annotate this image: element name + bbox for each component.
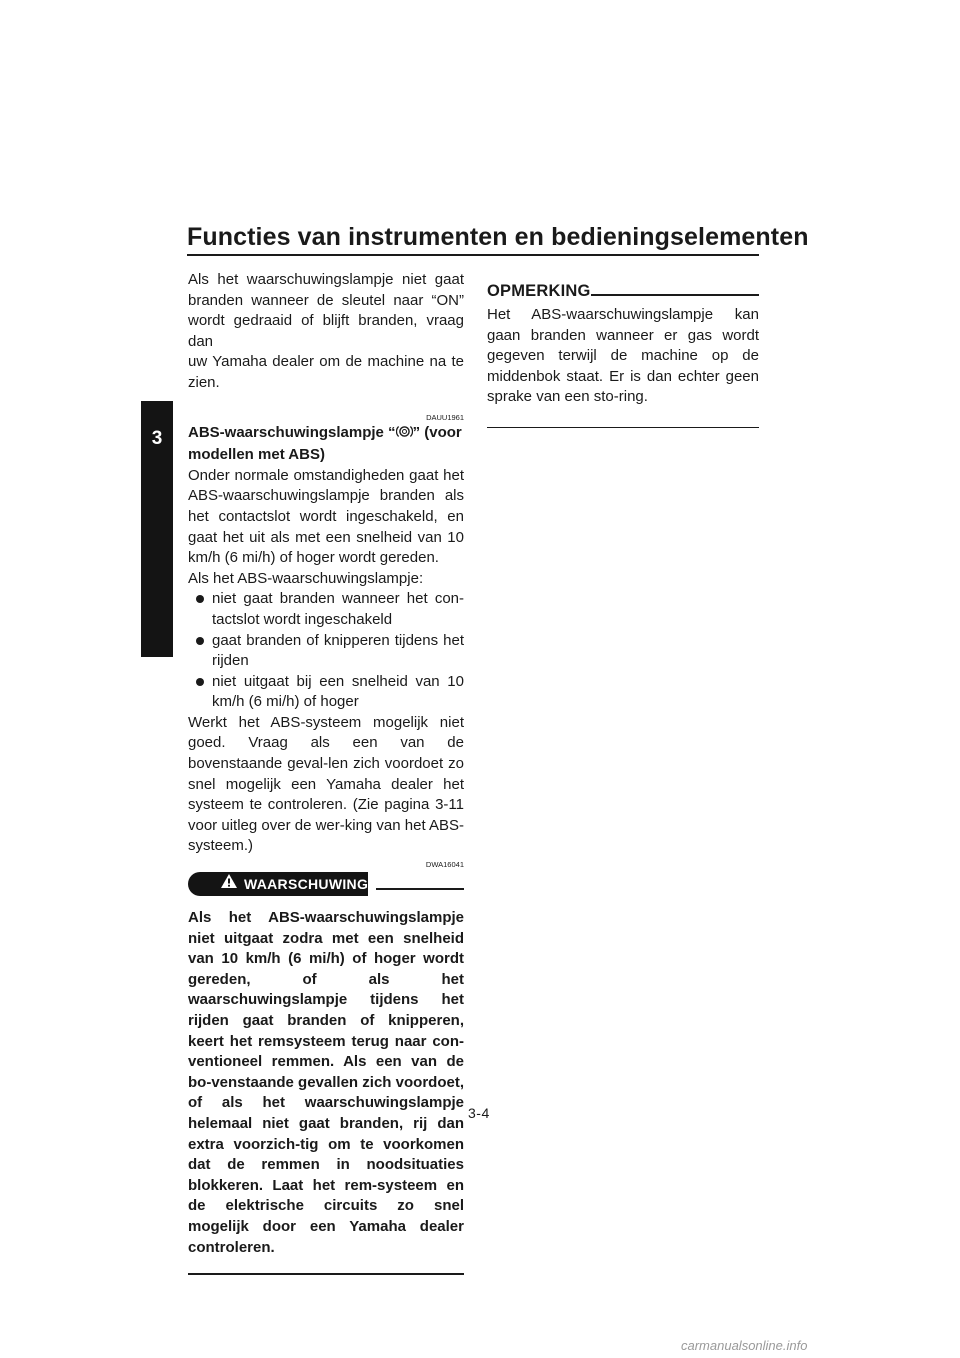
list-item: gaat branden of knipperen tijdens het rijden bbox=[188, 631, 464, 672]
warning-triangle-icon bbox=[220, 872, 238, 896]
heading-text-start: ABS-waarschuwingslampje “ bbox=[188, 423, 396, 441]
section-code: DAUU1961 bbox=[426, 412, 464, 422]
warning-code: DWA16041 bbox=[425, 860, 464, 870]
intro-line-3: wordt gedraaid of blijft branden, vraag dan bbox=[188, 312, 464, 350]
intro-line-4: uw Yamaha dealer om de machine na te bbox=[188, 353, 464, 371]
intro-line-1: Als het waarschuwingslampje niet gaat bbox=[188, 271, 464, 288]
intro-line-5: zien. bbox=[188, 373, 220, 391]
warning-header bbox=[180, 872, 464, 898]
warning-rule bbox=[376, 888, 464, 890]
note-header bbox=[487, 280, 759, 302]
chapter-number: 3 bbox=[151, 428, 163, 449]
right-column bbox=[487, 280, 759, 428]
left-column bbox=[188, 270, 464, 1275]
note-rule bbox=[591, 294, 759, 296]
watermark: carmanualsonline.info bbox=[681, 1338, 808, 1353]
body-paragraph-3: Werkt het ABS-systeem mogelijk niet goed. Vraag als een van de bovenstaande geval-len zich voordoet zo snel mogelijk een Yamaha dealer het systeem te controleren. (Zie pagina 3-11 voor uitleg over de wer-king van het ABS-systeem.) bbox=[188, 713, 464, 855]
body-paragraph-1: Onder normale omstandigheden gaat het ABS-waarschuwingslampje branden als het contactslot wordt ingeschakeld, en gaat het uit als met een snelheid van 10 km/h (6 mi/h) of hoger wordt gereden. bbox=[188, 466, 464, 567]
bullet-icon bbox=[196, 678, 204, 686]
warning-label: WAARSCHUWING bbox=[244, 876, 369, 893]
note-title: OPMERKING bbox=[487, 282, 591, 300]
warning-end-rule bbox=[188, 1273, 464, 1275]
heading-text-end: ” (voor modellen met ABS) bbox=[188, 423, 462, 464]
header-rule bbox=[187, 254, 759, 256]
intro-line-2: branden wanneer de sleutel naar “ON” bbox=[188, 291, 464, 309]
warning-text: Als het ABS-waarschuwingslampje niet uitgaat zodra met een snelheid van 10 km/h (6 mi/h) of hoger wordt gereden, of als het waarschuwingslampje tijdens het rijden gaat branden of knipperen, keert het remsysteem terug naar con-ventioneel remmen. Als een van de bo-venstaande gevallen zich voordoet, of als het waarschuwingslampje helemaal niet gaat branden, rij dan extra voorzich-tig om te voorkomen dat de remmen in noodsituaties blokkeren. Laat het rem-systeem en de elektrische circuits zo snel mogelijk door een Yamaha dealer controleren. bbox=[188, 909, 464, 1256]
page-number: 3-4 bbox=[468, 1105, 490, 1121]
bullet-icon bbox=[196, 637, 204, 645]
list-item: niet uitgaat bij een snelheid van 10 km/h (6 mi/h) of hoger bbox=[188, 672, 464, 713]
abs-warning-icon bbox=[396, 424, 413, 446]
body-paragraph-2: Als het ABS-waarschuwingslampje: bbox=[188, 569, 424, 587]
section-heading bbox=[188, 423, 464, 466]
warning-badge bbox=[188, 872, 368, 896]
condition-list bbox=[188, 589, 464, 713]
note-text: Het ABS-waarschuwingslampje kan gaan branden wanneer er gas wordt gegeven terwijl de machine op de middenbok staat. Er is dan echter geen sprake van een sto-ring. bbox=[487, 306, 759, 406]
list-item: niet gaat branden wanneer het con-tactslot wordt ingeschakeld bbox=[188, 589, 464, 630]
page-title: Functies van instrumenten en bedieningselementen bbox=[187, 223, 809, 251]
bullet-icon bbox=[196, 595, 204, 603]
note-end-rule bbox=[487, 427, 759, 429]
